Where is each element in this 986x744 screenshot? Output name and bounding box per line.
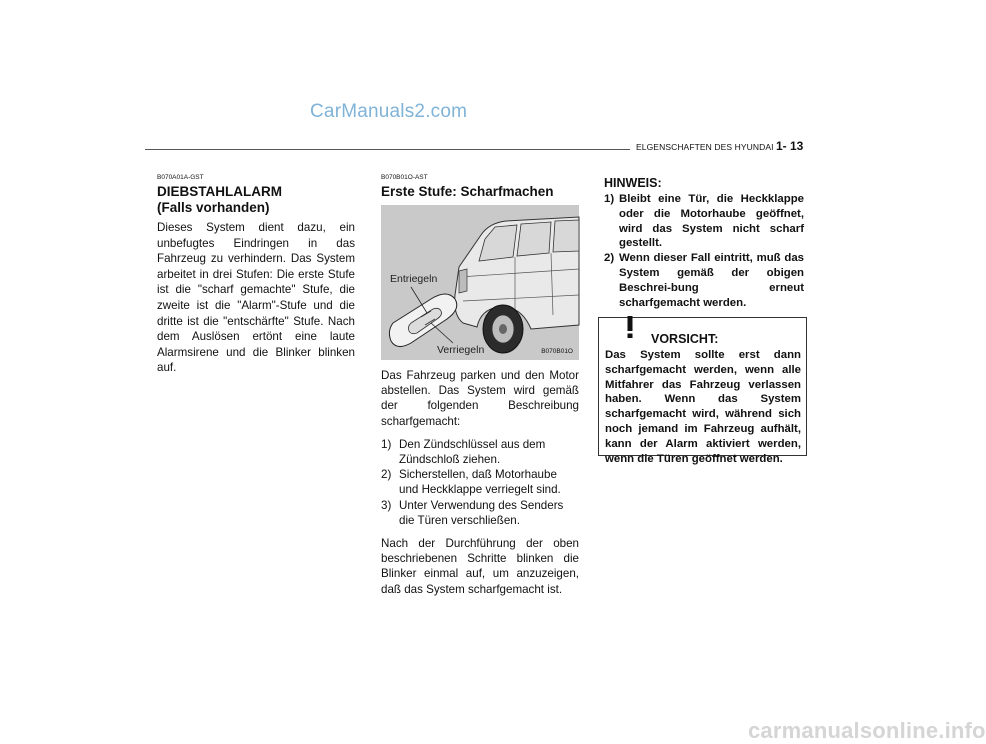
list-item-number: 3) (381, 498, 392, 512)
column-middle (381, 174, 579, 597)
list-item-number: 2) (604, 252, 615, 265)
section-body: Dieses System dient dazu, ein unbefugtes Eindringen in das Fahrzeug zu verhindern. Das System arbeitet in drei Stufen: Die erste Stufe ist die "scharf gemachte" Stufe, die zweite ist die "Alarm"-Stufe und die dritte ist die "entschärfte" Stufe. Nach dem Auslösen ertönt eine laute Alarmsirene und die Blinker blinken auf. (157, 221, 355, 375)
list-item-number: 1) (604, 193, 615, 205)
illustration-key-fob-car (381, 205, 579, 360)
label-lock: Verriegeln (437, 344, 485, 356)
list-item-text: Sicherstellen, daß Motorhaube und Heckklappe verriegelt sind. (399, 468, 561, 497)
column-right (604, 176, 804, 310)
watermark-bottom: carmanualsonline.info (748, 718, 986, 743)
list-item-text: Den Zündschlüssel aus dem Zündschloß ziehen. (399, 437, 546, 467)
intro-text: Das Fahrzeug parken und den Motor abstellen. Das System wird gemäß der folgenden Beschreibung scharfgemacht: (381, 369, 579, 428)
list-item-text: Unter Verwendung des Senders die Türen verschließen. (399, 498, 564, 527)
steps-list (381, 437, 579, 528)
list-item (604, 251, 804, 310)
outro-text: Nach der Durchführung der oben beschriebenen Schritte blinken die Blinker einmal auf, um anzuzeigen, daß das System scharfgemacht ist. (381, 537, 579, 596)
header-rule (145, 149, 630, 150)
note-list (604, 192, 804, 310)
warning-box (598, 317, 807, 465)
subsection-title: Erste Stufe: Scharfmachen (381, 184, 554, 199)
list-item (381, 467, 579, 497)
warning-body: Das System sollte erst dann scharfgemacht werden, wenn alle Mitfahrer das Fahrzeug verlassen haben. Wenn das System scharfgemacht wird, während sich noch jemand im Fahrzeug aufhält, kann der Alarm aktiviert werden, wenn die Türen geöffnet werden. (605, 349, 801, 465)
watermark-top: CarManuals2.com (310, 101, 468, 122)
exclamation-icon (615, 314, 645, 340)
subsection-code: B070B01O-AST (381, 174, 428, 181)
label-unlock: Entriegeln (390, 273, 438, 285)
list-item (381, 437, 579, 467)
section-title-line2: (Falls vorhanden) (157, 200, 270, 215)
section-title (157, 184, 355, 216)
list-item (604, 192, 804, 251)
section-title-line1: DIEBSTAHLALARM (157, 184, 282, 199)
section-code: B070A01A-GST (157, 174, 204, 181)
list-item (381, 498, 579, 528)
list-item-number: 2) (381, 468, 392, 482)
warning-title: VORSICHT: (651, 332, 719, 346)
list-item-text: Wenn dieser Fall eintritt, muß das System gemäß der obigen Beschrei-bung erneut scharfgemacht werden. (619, 252, 804, 309)
list-item-number: 1) (381, 437, 392, 451)
header-section-title: ELGENSCHAFTEN DES HYUNDAI (636, 142, 774, 152)
note-title: HINWEIS: (604, 176, 662, 190)
page-number: 1- 13 (776, 139, 804, 153)
list-item-text: Bleibt eine Tür, die Heckklappe oder die Motorhaube geöffnet, wird das System nicht scharf gestellt. (619, 193, 804, 250)
illustration-code: B070B01O (541, 348, 573, 355)
column-left (157, 174, 355, 376)
